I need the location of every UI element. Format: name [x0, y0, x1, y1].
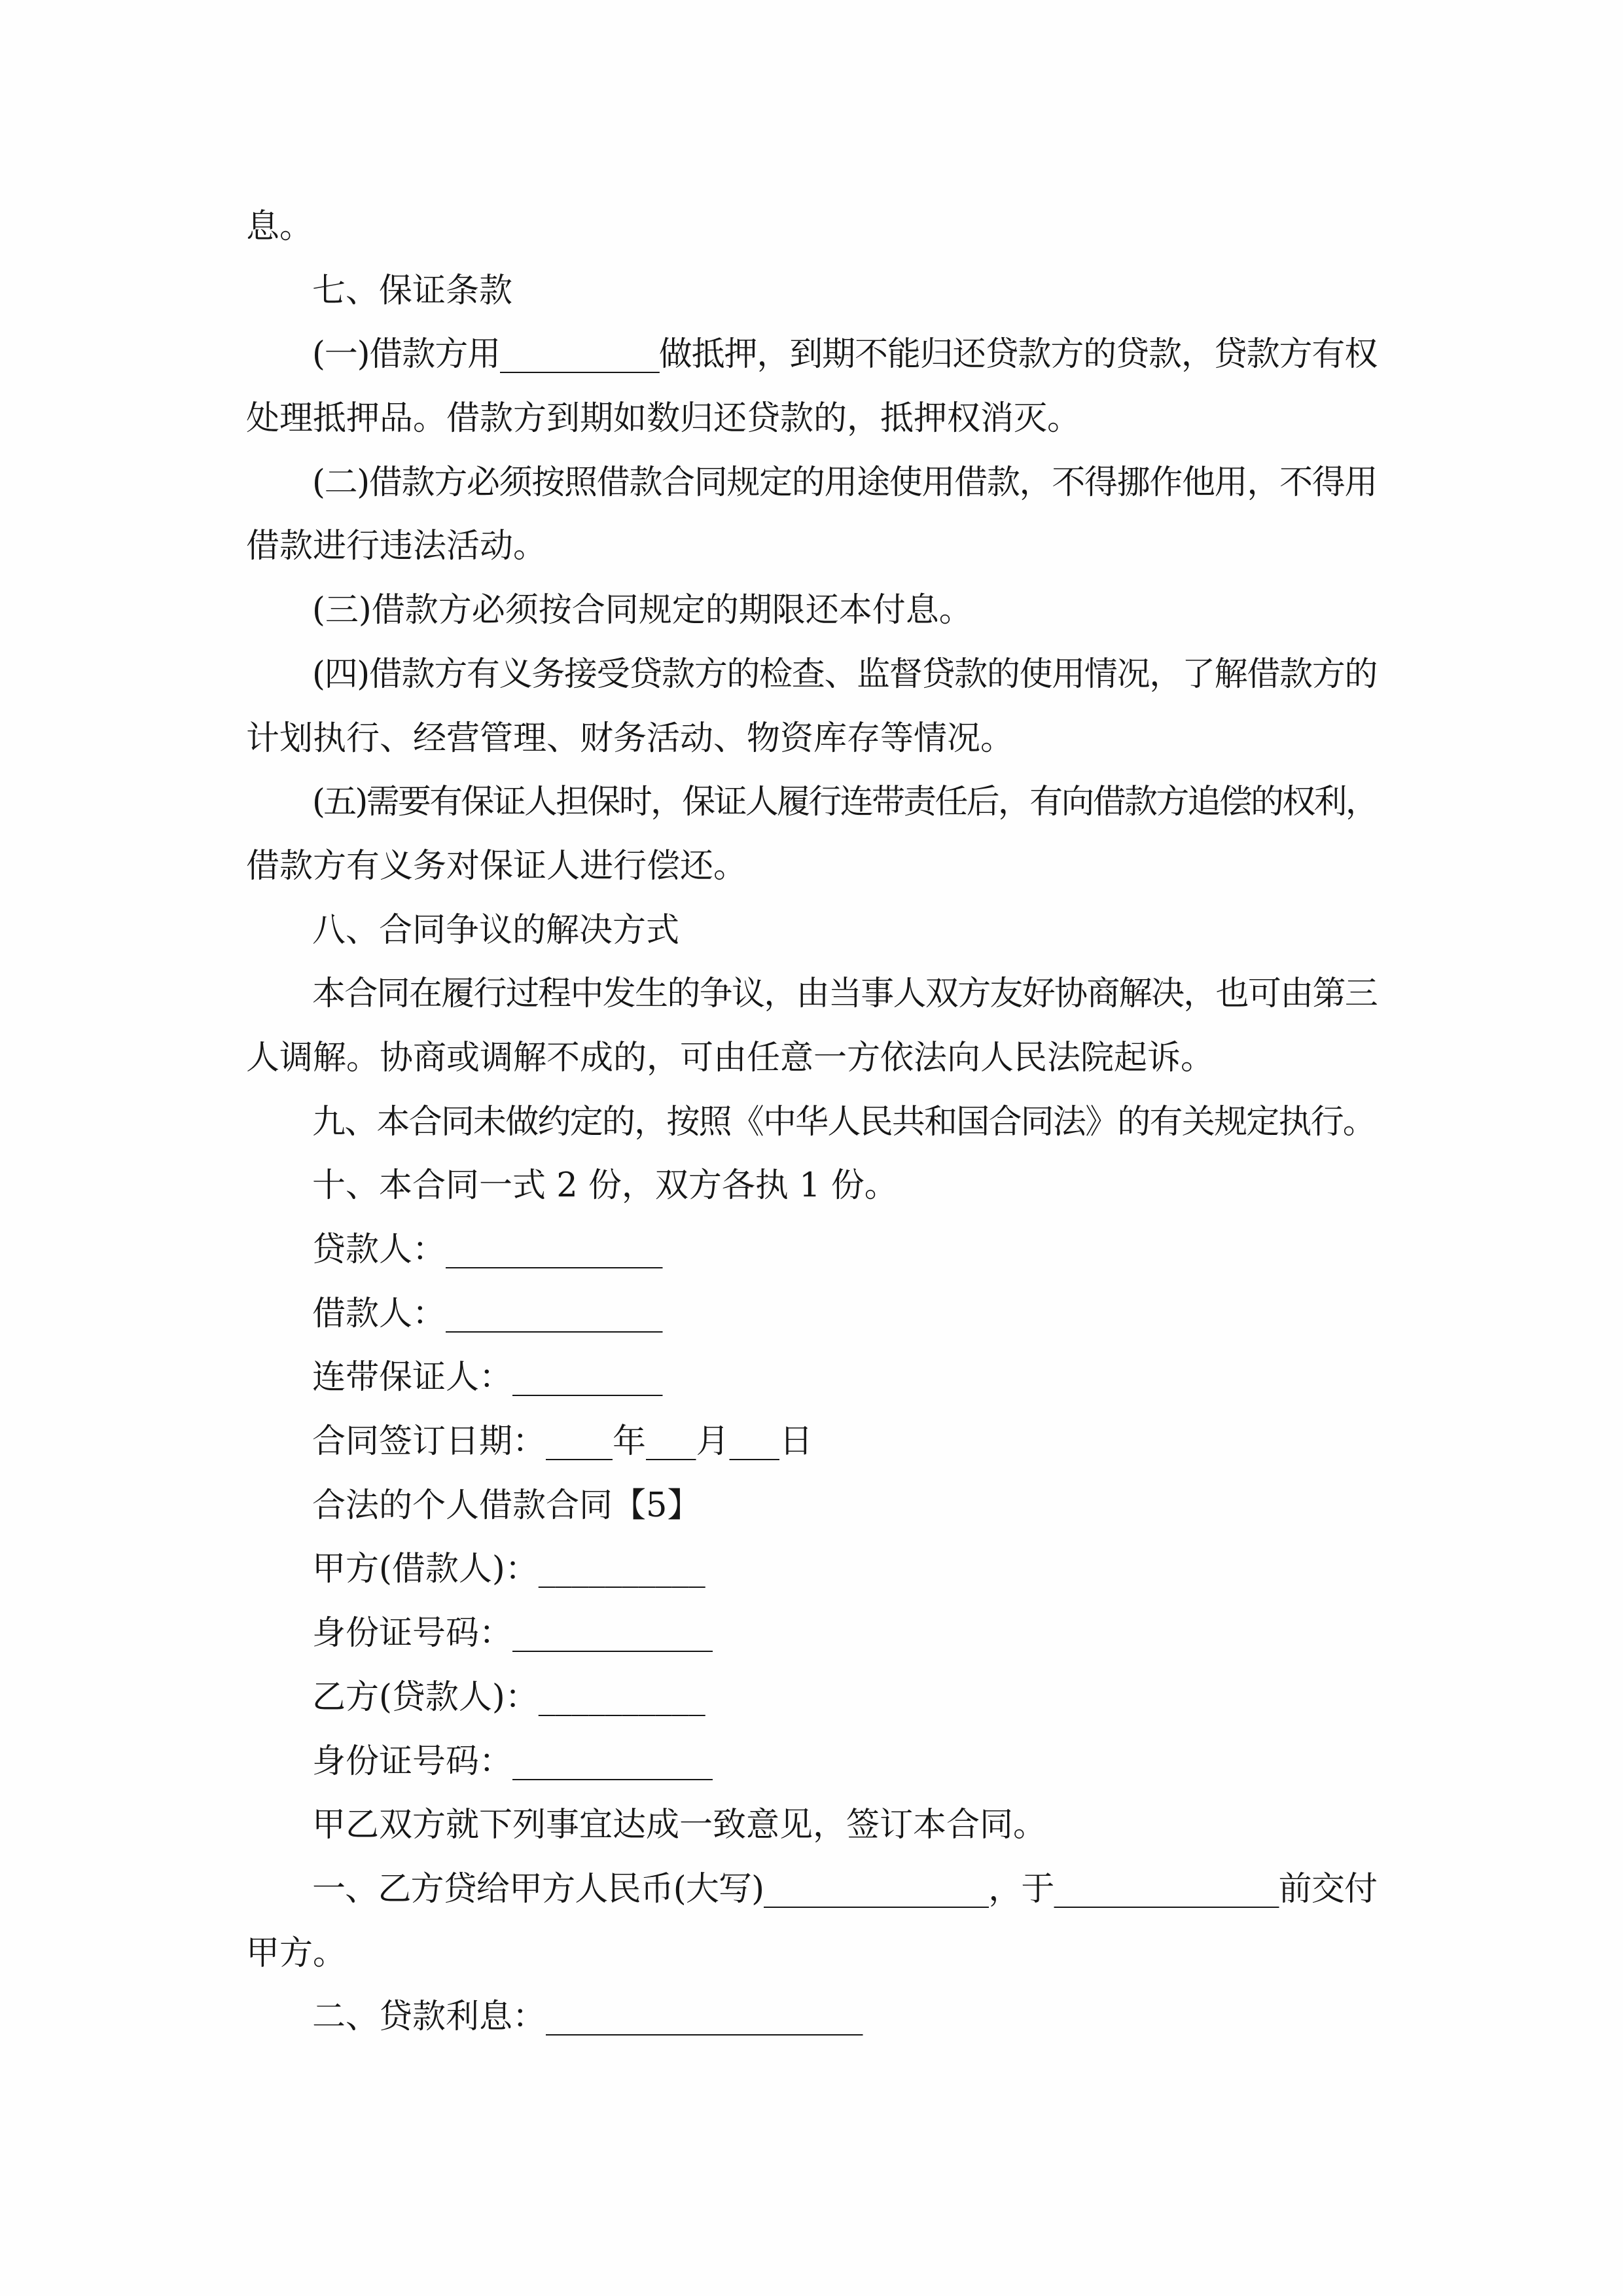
article-2-loan-interest: 二、贷款利息：___________________: [312, 1998, 863, 2037]
guarantee-clause-3: (三)借款方必须按合同规定的期限还本付息。: [312, 591, 972, 630]
party-a-id-field: 身份证号码：____________: [312, 1614, 713, 1653]
signing-date-field: 合同签订日期：____年___月___日: [312, 1422, 813, 1462]
guarantee-clause-4-line-2: 计划执行、经营管理、财务活动、物资库存等情况。: [246, 719, 1014, 758]
document-body: [246, 195, 1377, 2049]
guarantee-clause-1-line-2: 处理抵押品。借款方到期如数归还贷款的，抵押权消灭。: [246, 399, 1081, 439]
section-9-text: 九、本合同未做约定的，按照《中华人民共和国合同法》的有关规定执行。: [312, 1102, 1376, 1141]
section-8-heading: 八、合同争议的解决方式: [312, 910, 680, 950]
carryover-text: 息。: [246, 207, 313, 246]
guarantee-clause-2-line-1: (二)借款方必须按照借款合同规定的用途使用借款，不得挪作他用，不得用: [312, 463, 1377, 502]
dispute-text-line-1: 本合同在履行过程中发生的争议，由当事人双方友好协商解决，也可由第三: [312, 975, 1377, 1014]
article-1-line-2: 甲方。: [246, 1933, 347, 1973]
guarantee-clause-5-line-1: (五)需要有保证人担保时，保证人履行连带责任后，有向借款方追偿的权利，: [312, 783, 1377, 822]
section-10-text: 十、本合同一式 2 份，双方各执 1 份。: [312, 1166, 898, 1206]
guarantee-clause-1-line-1: (一)借款方用__________做抵押，到期不能归还贷款方的贷款，贷款方有权: [312, 335, 1377, 374]
guarantee-clause-5-line-2: 借款方有义务对保证人进行偿还。: [246, 846, 747, 886]
lender-signature-field: 贷款人：_____________: [312, 1230, 663, 1269]
section-7-heading: 七、保证条款: [312, 271, 513, 310]
contract-5-title: 合法的个人借款合同【5】: [312, 1486, 701, 1525]
party-b-id-field: 身份证号码：____________: [312, 1742, 713, 1781]
guarantee-clause-2-line-2: 借款进行违法活动。: [246, 527, 547, 566]
borrower-signature-field: 借款人：_____________: [312, 1294, 663, 1333]
party-b-field: 乙方(贷款人)：__________: [312, 1677, 705, 1717]
guarantor-signature-field: 连带保证人：_________: [312, 1358, 663, 1397]
article-1-line-1: 一、乙方贷给甲方人民币(大写)______________，于______________前交付: [312, 1869, 1377, 1909]
dispute-text-line-2: 人调解。协商或调解不成的，可由任意一方依法向人民法院起诉。: [246, 1038, 1215, 1077]
guarantee-clause-4-line-1: (四)借款方有义务接受贷款方的检查、监督贷款的使用情况，了解借款方的: [312, 655, 1377, 694]
party-a-field: 甲方(借款人)：__________: [312, 1550, 705, 1589]
contract-5-preamble: 甲乙双方就下列事宜达成一致意见，签订本合同。: [312, 1806, 1047, 1845]
